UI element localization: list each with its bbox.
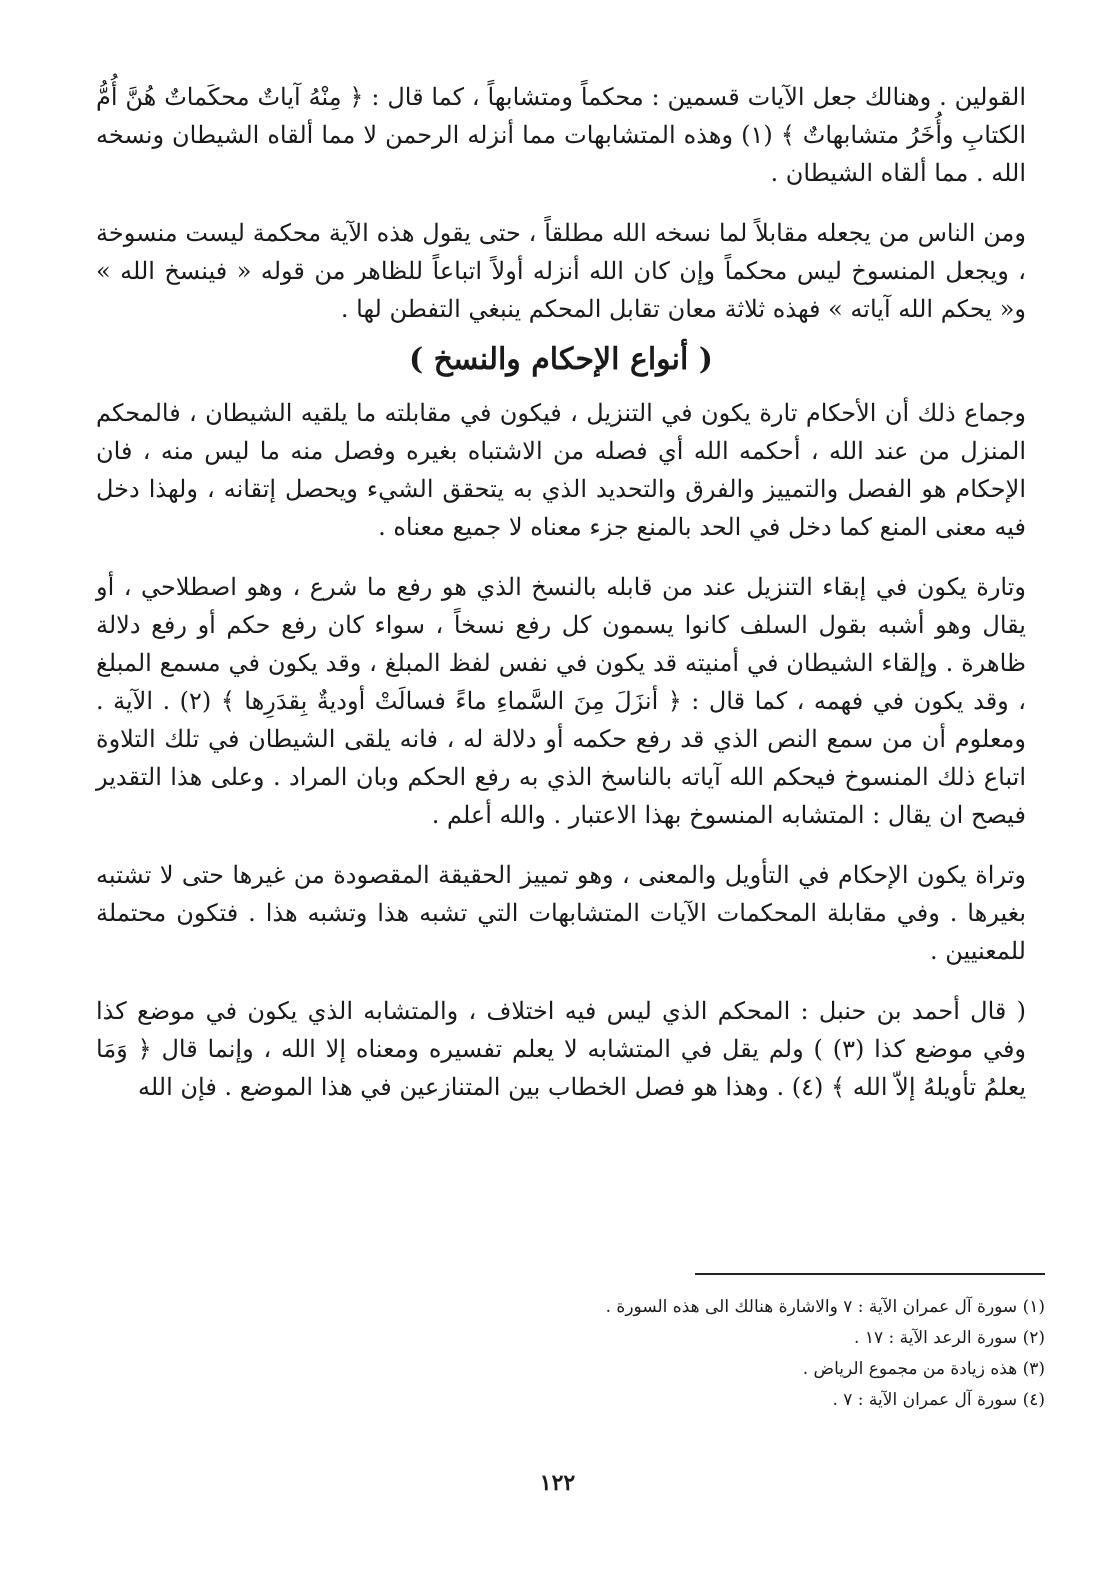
footnote-4: (٤) سورة آل عمران الآية : ٧ . — [832, 1390, 1045, 1410]
footnote-divider — [695, 1273, 1045, 1275]
footnote-2: (٢) سورة الرعد الآية : ١٧ . — [854, 1328, 1045, 1348]
footnote-3: (٣) هذه زيادة من مجموع الرياض . — [802, 1359, 1045, 1379]
paragraph-6: ( قال أحمد بن حنبل : المحكم الذي ليس فيه اختلاف ، والمتشابه الذي يكون في موضع كذا وفي موضع كذا (٣) ) ولم يقل في المتشابه لا يعلم تفسيره ومعناه إلا الله ، وإنما قال ﴿ وَمَا يعلمُ تأويلهُ إلاّ الله ﴾ (٤) . وهذا هو فصل الخطاب بين المتنازعين في هذا الموضع . فإن الله — [96, 997, 1027, 1101]
paragraph-5: وتراة يكون الإحكام في التأويل والمعنى ، وهو تمييز الحقيقة المقصودة من غيرها حتى لا تشتبه بغيرها . وفي مقابلة المحكمات الآيات المتشابهات التي تشبه هذا وتشبه هذا . فتكون محتملة للمعنيين . — [96, 861, 1026, 965]
footnotes — [325, 1292, 1045, 1416]
paragraph-3: وجماع ذلك أن الأحكام تارة يكون في التنزيل ، فيكون في مقابلته ما يلقيه الشيطان ، فالمحكم المنزل من عند الله ، أحكمه الله أي فصله من الاشتباه بغيره وفصل منه ما ليس منه ، فان الإحكام هو الفصل والتمييز والفرق والتحديد الذي به يتحقق الشيء ويحصل إتقانه ، ولهذا دخل فيه معنى المنع كما دخل في الحد بالمنع جزء معناه لا جميع معناه . — [96, 399, 1026, 541]
page-number: ١٢٢ — [539, 1470, 576, 1496]
section-heading: ( أنواع الإحكام والنسخ ) — [409, 342, 713, 377]
paragraph-2: ومن الناس من يجعله مقابلاً لما نسخه الله مطلقاً ، حتى يقول هذه الآية محكمة ليست منسوخة ، ويجعل المنسوخ ليس محكماً وإن كان الله أنزله أولاً اتباعاً للظاهر من قوله « فينسخ الله » و« يحكم الله آياته » فهذه ثلاثة معان تقابل المحكم ينبغي التفطن لها . — [96, 219, 1026, 323]
page-body — [96, 78, 1026, 1106]
footnote-1: (١) سورة آل عمران الآية : ٧ والاشارة هنالك الى هذه السورة . — [605, 1297, 1045, 1317]
paragraph-4: وتارة يكون في إبقاء التنزيل عند من قابله بالنسخ الذي هو رفع ما شرع ، وهو اصطلاحي ، أو يقال وهو أشبه بقول السلف كانوا يسمون كل رفع نسخاً ، سواء كان رفع حكم أو رفع دلالة ظاهرة . وإلقاء الشيطان في أمنيته قد يكون في نفس لفظ المبلغ ، وقد يكون في مسمع المبلغ ، وقد يكون في فهمه ، كما قال : ﴿ أنزَلَ مِنَ السَّماءِ ماءً فسالَتْ أوديةٌ بِقدَرِها ﴾ (٢) . الآية . ومعلوم أن من سمع النص الذي قد رفع حكمه أو دلالة له ، فانه يلقى الشيطان في تلك التلاوة اتباع ذلك المنسوخ فيحكم الله آياته بالناسخ الذي به رفع الحكم وبان المراد . وعلى هذا التقدير فيصح ان يقال : المتشابه المنسوخ بهذا الاعتبار . والله أعلم . — [96, 573, 1026, 829]
paragraph-1: القولين . وهنالك جعل الآيات قسمين : محكماً ومتشابهاً ، كما قال : ﴿ مِنْهُ آياتٌ محكَماتٌ هُنَّ أُمُّ الكتابِ وأُخَرُ متشابهاتٌ ﴾ (١) وهذه المتشابهات مما أنزله الرحمن لا مما ألقاه الشيطان ونسخه الله . مما ألقاه الشيطان . — [96, 83, 1026, 187]
